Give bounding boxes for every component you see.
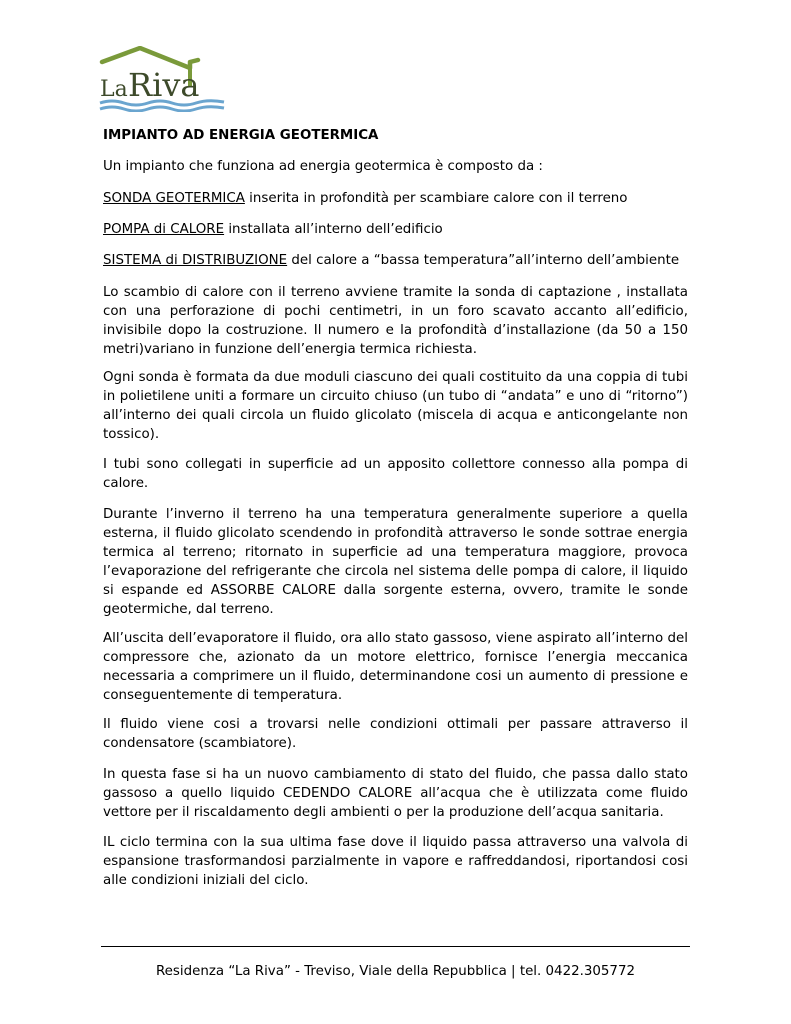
component-label: POMPA di CALORE: [103, 222, 225, 237]
component-sistema: [103, 251, 688, 270]
paragraph: Ogni sonda è formata da due moduli ciascuno dei quali costituito da una coppia di tubi in polietilene uniti a formare un circuito chiuso (un tubo di “andata” e uno di “ritorno”) all’interno dei quali circola un fluido glicolato (miscela di acqua e anticongelante non tossico).: [103, 370, 688, 442]
paragraph: I tubi sono collegati in superficie ad un apposito collettore connesso alla pompa di calore.: [103, 457, 688, 491]
component-text: installata all’interno dell’edificio: [224, 222, 443, 237]
component-text: del calore a “bassa temperatura”all’interno dell’ambiente: [287, 253, 680, 268]
component-text: inserita in profondità per scambiare calore con il terreno: [244, 191, 628, 206]
logo-text-la: La: [100, 77, 128, 102]
paragraph: In questa fase si ha un nuovo cambiamento di stato del fluido, che passa dallo stato gassoso a quello liquido CEDENDO CALORE all’acqua che è utilizzata come fluido vettore per il riscaldamento degli ambienti o per la produzione dell’acqua sanitaria.: [103, 767, 688, 820]
paragraph: Durante l’inverno il terreno ha una temperatura generalmente superiore a quella esterna, il fluido glicolato scendendo in profondità attraverso le sonde sottrae energia termica al terreno; ritornato in superficie ad una temperatura maggiore, provoca l’evaporazione del refrigerante che circola nel sistema delle pompa di calore, il liquido si espande ed ASSORBE CALORE dalla sorgente esterna, ovvero, tramite le sonde geotermiche, dal terreno.: [103, 507, 688, 617]
paragraph: Lo scambio di calore con il terreno avviene tramite la sonda di captazione , installata con una perforazione di pochi centimetri, in un foro scavato accanto all’edificio, invisibile dopo la costruzione. Il numero e la profondità d’installazione (da 50 a 150 metri)variano in funzione dell’energia termica richiesta.: [103, 285, 688, 357]
intro-text: Un impianto che funziona ad energia geotermica è composto da :: [103, 159, 543, 174]
footer-divider: [101, 946, 690, 947]
component-label: SISTEMA di DISTRIBUZIONE: [103, 253, 288, 268]
component-pompa: [103, 220, 688, 239]
paragraph: Il fluido viene cosi a trovarsi nelle condizioni ottimali per passare attraverso il condensatore (scambiatore).: [103, 717, 688, 751]
logo-wave-2: [100, 107, 224, 111]
footer-text: Residenza “La Riva” - Treviso, Viale della Repubblica | tel. 0422.305772: [155, 964, 635, 979]
component-label: SONDA GEOTERMICA: [103, 191, 245, 206]
logo-text-riva: Riva: [128, 66, 200, 104]
component-sonda: [103, 189, 688, 208]
paragraph: All’uscita dell’evaporatore il fluido, ora allo stato gassoso, viene aspirato all’interno del compressore che, azionato da un motore elettrico, fornisce l’energia meccanica necessaria a comprimere un il fluido, determinandone cosi un aumento di pressione e conseguentemente di temperatura.: [103, 631, 688, 703]
document-title: IMPIANTO AD ENERGIA GEOTERMICA: [103, 128, 379, 143]
la-riva-logo: [98, 46, 226, 112]
logo-roof: [102, 48, 198, 68]
paragraph: IL ciclo termina con la sua ultima fase dove il liquido passa attraverso una valvola di espansione trasformandosi parzialmente in vapore e raffreddandosi, riportandosi cosi alle condizioni iniziali del ciclo.: [103, 835, 688, 888]
